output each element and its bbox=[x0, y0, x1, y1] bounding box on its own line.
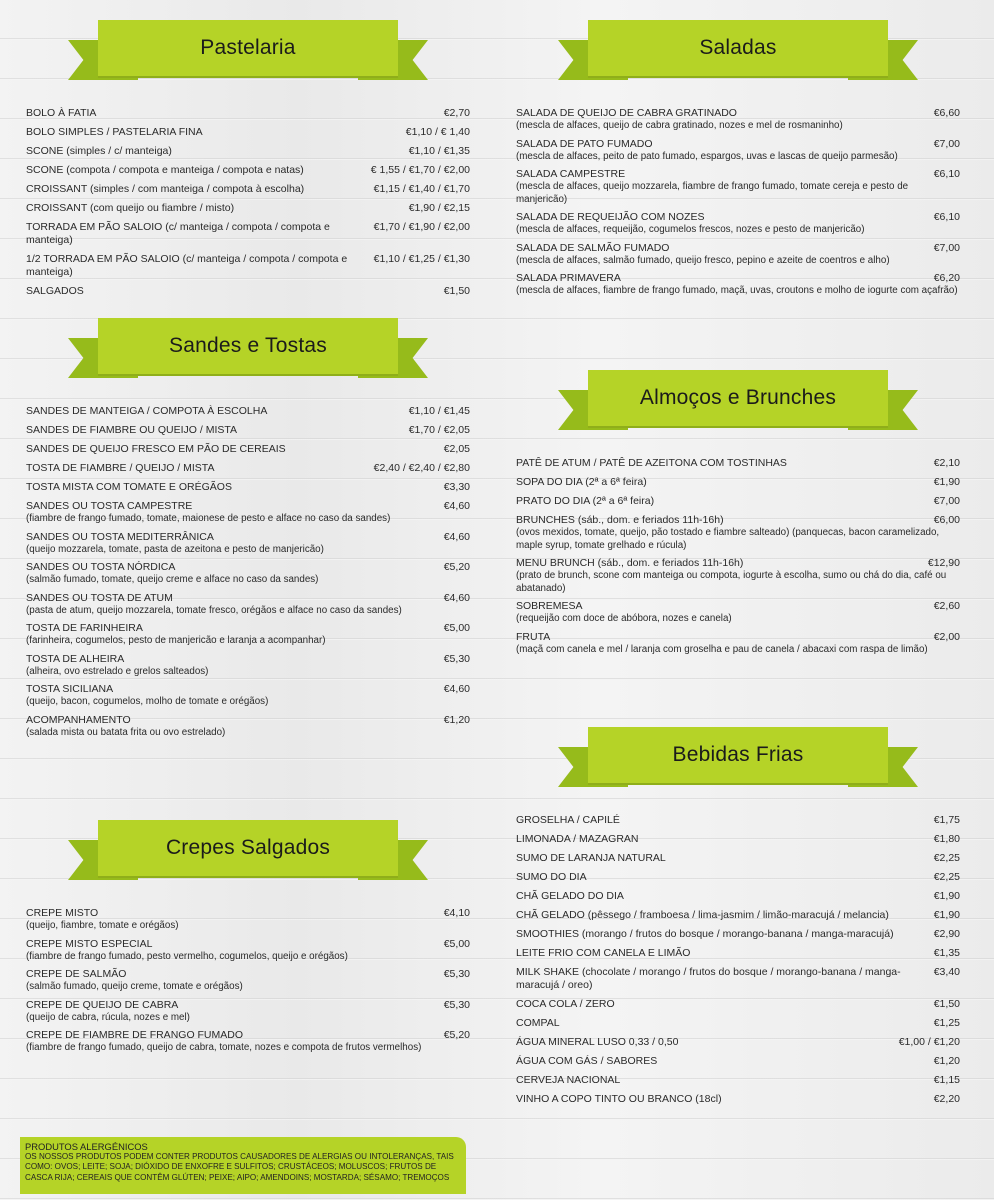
item-name: LEITE FRIO COM CANELA E LIMÃO bbox=[516, 947, 691, 959]
item-description: (maçã com canela e mel / laranja com groselha e pau de canela / abacaxi com raspa de limão) bbox=[516, 643, 928, 655]
menu-item bbox=[22, 996, 474, 1027]
item-price: €2,70 bbox=[443, 107, 470, 119]
item-name: SALADA CAMPESTRE bbox=[516, 168, 626, 180]
item-name: CROISSANT (simples / com manteiga / compota à escolha) bbox=[26, 183, 305, 195]
ribbon-band bbox=[588, 20, 888, 76]
item-price: €2,25 bbox=[933, 852, 960, 864]
item-name: SUMO DE LARANJA NATURAL bbox=[516, 852, 666, 864]
menu-item bbox=[22, 180, 474, 199]
item-name: VINHO A COPO TINTO OU BRANCO (18cl) bbox=[516, 1093, 722, 1105]
item-price: €1,25 bbox=[933, 1017, 960, 1029]
menu-item bbox=[512, 1014, 964, 1033]
menu-item bbox=[22, 440, 474, 459]
item-price: €5,00 bbox=[443, 622, 470, 634]
item-price: €5,20 bbox=[443, 561, 470, 573]
item-name: GROSELHA / CAPILÉ bbox=[516, 814, 620, 826]
item-description: (queijo mozzarela, tomate, pasta de azeitona e pesto de manjericão) bbox=[26, 543, 324, 555]
item-name: PRATO DO DIA (2ª a 6ª feira) bbox=[516, 495, 655, 507]
menu-item bbox=[22, 965, 474, 996]
menu-item bbox=[512, 925, 964, 944]
menu-item bbox=[22, 711, 474, 742]
menu-item bbox=[512, 628, 964, 659]
item-price: €2,00 bbox=[933, 630, 960, 643]
item-name: CHÃ GELADO (pêssego / framboesa / lima-jasmim / limão-maracujá / melancia) bbox=[516, 909, 889, 921]
item-name: BOLO SIMPLES / PASTELARIA FINA bbox=[26, 126, 203, 138]
menu-item bbox=[22, 478, 474, 497]
section-title: Sandes e Tostas bbox=[169, 334, 327, 357]
section-saladas bbox=[512, 20, 964, 300]
item-price: €2,40 / €2,40 / €2,80 bbox=[373, 462, 470, 474]
menu-item bbox=[22, 421, 474, 440]
item-price: €6,20 bbox=[933, 272, 960, 284]
item-name: SUMO DO DIA bbox=[516, 871, 587, 883]
item-name: COCA COLA / ZERO bbox=[516, 998, 615, 1010]
item-price: €2,10 bbox=[933, 457, 960, 469]
menu-item bbox=[22, 402, 474, 421]
allergen-text: OS NOSSOS PRODUTOS PODEM CONTER PRODUTOS CAUSADORES DE ALERGIAS OU INTOLERANÇAS, TAIS COMO: OVOS; LEITE; SOJA; DIÓXIDO DE ENXOFRE E SULFITOS; CRUSTÁCEOS; MOLUSCOS; FRUTOS DE CASCA RIJA; CEREAIS QUE CONTÊM GLÚTEN; PEIXE; AIPO; AMENDOINS; MOSTARDA; SÉSAMO; TREMOÇOS bbox=[25, 1152, 454, 1182]
menu-item bbox=[512, 165, 964, 208]
item-price: €6,60 bbox=[933, 107, 960, 119]
item-name: SANDES OU TOSTA NÓRDICA bbox=[26, 561, 176, 573]
ribbon-band bbox=[98, 318, 398, 374]
menu-item bbox=[512, 830, 964, 849]
item-description: (salmão fumado, queijo creme, tomate e orégãos) bbox=[26, 981, 243, 992]
menu-item bbox=[512, 906, 964, 925]
menu-item bbox=[22, 680, 474, 711]
menu-item bbox=[512, 104, 964, 135]
item-name: TOSTA DE FARINHEIRA bbox=[26, 622, 143, 634]
item-price: €2,90 bbox=[933, 928, 960, 940]
menu-item bbox=[22, 589, 474, 620]
section-sandes bbox=[22, 318, 474, 741]
item-name: TOSTA DE ALHEIRA bbox=[26, 652, 125, 665]
item-price: €1,90 bbox=[933, 890, 960, 902]
menu-item bbox=[512, 473, 964, 492]
item-name: SANDES DE QUEIJO FRESCO EM PÃO DE CEREAIS bbox=[26, 443, 286, 455]
item-price: €5,00 bbox=[443, 937, 470, 950]
item-price: €5,30 bbox=[443, 998, 470, 1011]
menu-item bbox=[512, 1090, 964, 1109]
item-price: €1,10 / € 1,40 bbox=[405, 126, 470, 138]
section-bebidas bbox=[512, 727, 964, 1109]
section-title: Pastelaria bbox=[200, 36, 296, 59]
menu-item bbox=[512, 1071, 964, 1090]
item-name: SANDES DE FIAMBRE OU QUEIJO / MISTA bbox=[26, 424, 237, 436]
item-name: CREPE DE SALMÃO bbox=[26, 968, 127, 980]
item-name: SANDES DE MANTEIGA / COMPOTA À ESCOLHA bbox=[26, 405, 268, 417]
item-name: CREPE MISTO bbox=[26, 907, 99, 919]
saladas-list bbox=[512, 104, 964, 300]
menu-item bbox=[22, 123, 474, 142]
item-price: €3,40 bbox=[933, 966, 960, 978]
item-price: €1,20 bbox=[443, 713, 470, 726]
item-name: SCONE (compota / compota e manteiga / compota e natas) bbox=[26, 164, 304, 176]
item-name: BRUNCHES (sáb., dom. e feriados 11h-16h) bbox=[516, 514, 724, 526]
item-description: (requeijão com doce de abóbora, nozes e canela) bbox=[516, 613, 732, 624]
item-description: (mescla de alfaces, fiambre de frango fumado, maçã, uvas, croutons e molho de iogurte com açafrão) bbox=[516, 285, 958, 296]
menu-item bbox=[512, 868, 964, 887]
menu-item bbox=[22, 104, 474, 123]
item-price: €1,90 bbox=[933, 476, 960, 488]
item-description: (queijo de cabra, rúcula, nozes e mel) bbox=[26, 1011, 190, 1023]
section-title: Saladas bbox=[699, 36, 777, 59]
item-description: (queijo, bacon, cogumelos, molho de tomate e orégãos) bbox=[26, 696, 269, 707]
menu-item bbox=[22, 904, 474, 935]
item-price: €12,90 bbox=[927, 557, 960, 569]
item-price: € 1,55 / €1,70 / €2,00 bbox=[370, 164, 470, 176]
item-name: LIMONADA / MAZAGRAN bbox=[516, 833, 639, 845]
item-name: TOSTA DE FIAMBRE / QUEIJO / MISTA bbox=[26, 462, 215, 474]
item-price: €4,10 bbox=[443, 907, 470, 919]
item-description: (fiambre de frango fumado, pesto vermelho, cogumelos, queijo e orégãos) bbox=[26, 950, 348, 962]
section-almocos bbox=[512, 370, 964, 658]
item-price: €4,60 bbox=[443, 530, 470, 543]
item-description: (salmão fumado, tomate, queijo creme e alface no caso da sandes) bbox=[26, 574, 319, 585]
item-name: CROISSANT (com queijo ou fiambre / misto) bbox=[26, 202, 235, 214]
menu-item bbox=[512, 849, 964, 868]
item-name: 1/2 TORRADA EM PÃO SALOIO (c/ manteiga / compota / compota e manteiga) bbox=[26, 253, 348, 278]
menu-item bbox=[22, 282, 474, 301]
item-description: (fiambre de frango fumado, queijo de cabra, tomate, nozes e compota de frutos vermelhos) bbox=[26, 1042, 422, 1053]
bebidas-list bbox=[512, 811, 964, 1109]
menu-item bbox=[512, 492, 964, 511]
almocos-list bbox=[512, 454, 964, 658]
item-name: CREPE DE FIAMBRE DE FRANGO FUMADO bbox=[26, 1029, 244, 1041]
menu-item bbox=[22, 935, 474, 966]
menu-item bbox=[512, 1052, 964, 1071]
item-name: SANDES OU TOSTA MEDITERRÂNICA bbox=[26, 530, 214, 543]
item-name: SOBREMESA bbox=[516, 600, 583, 612]
item-name: ÁGUA COM GÁS / SABORES bbox=[516, 1055, 658, 1067]
sandes-list bbox=[22, 402, 474, 741]
menu-item bbox=[22, 528, 474, 559]
item-price: €1,90 bbox=[933, 909, 960, 921]
item-description: (farinheira, cogumelos, pesto de manjericão e laranja a acompanhar) bbox=[26, 635, 326, 646]
item-price: €7,00 bbox=[933, 137, 960, 150]
item-name: SANDES OU TOSTA CAMPESTRE bbox=[26, 500, 193, 512]
item-name: SANDES OU TOSTA DE ATUM bbox=[26, 591, 173, 604]
item-price: €1,15 / €1,40 / €1,70 bbox=[373, 183, 470, 195]
item-name: PATÊ DE ATUM / PATÊ DE AZEITONA COM TOSTINHAS bbox=[516, 457, 787, 469]
ribbon-band bbox=[98, 20, 398, 76]
item-price: €1,75 bbox=[933, 814, 960, 826]
menu-item bbox=[512, 554, 964, 597]
item-price: €2,25 bbox=[933, 871, 960, 883]
section-pastelaria bbox=[22, 20, 474, 301]
item-price: €4,60 bbox=[443, 683, 470, 695]
item-price: €1,70 / €2,05 bbox=[408, 424, 470, 436]
item-price: €2,05 bbox=[443, 443, 470, 455]
menu-item bbox=[22, 558, 474, 589]
item-description: (ovos mexidos, tomate, queijo, pão tostado e fiambre salteado) (panquecas, bacon caramelizado, maple syrup, tomate grelhado e rúcula) bbox=[516, 527, 940, 551]
item-name: TOSTA MISTA COM TOMATE E ORÉGÃOS bbox=[26, 481, 232, 493]
item-name: SALADA DE SALMÃO FUMADO bbox=[516, 241, 670, 254]
item-price: €5,20 bbox=[443, 1029, 470, 1041]
item-price: €1,80 bbox=[933, 833, 960, 845]
item-description: (mescla de alfaces, requeijão, cogumelos frescos, nozes e pesto de manjericão) bbox=[516, 224, 865, 235]
item-name: SALADA DE REQUEIJÃO COM NOZES bbox=[516, 211, 705, 223]
menu-item bbox=[22, 1026, 474, 1057]
item-price: €1,70 / €1,90 / €2,00 bbox=[373, 221, 470, 233]
menu-item bbox=[512, 511, 964, 554]
item-name: MILK SHAKE (chocolate / morango / frutos do bosque / morango-banana / manga-maracujá / oreo) bbox=[516, 966, 901, 991]
item-price: €5,30 bbox=[443, 968, 470, 980]
menu-item bbox=[512, 887, 964, 906]
item-price: €1,50 bbox=[933, 998, 960, 1010]
item-name: SCONE (simples / c/ manteiga) bbox=[26, 145, 172, 157]
menu-item bbox=[22, 459, 474, 478]
item-price: €7,00 bbox=[933, 241, 960, 254]
pastelaria-ribbon bbox=[98, 20, 398, 86]
item-name: FRUTA bbox=[516, 630, 551, 643]
item-name: MENU BRUNCH (sáb., dom. e feriados 11h-16h) bbox=[516, 557, 744, 569]
menu-item bbox=[512, 995, 964, 1014]
item-name: CREPE DE QUEIJO DE CABRA bbox=[26, 998, 179, 1011]
menu-item bbox=[22, 218, 474, 250]
menu-item bbox=[512, 597, 964, 628]
item-name: SALGADOS bbox=[26, 285, 84, 297]
item-name: BOLO À FATIA bbox=[26, 107, 97, 119]
item-name: TOSTA SICILIANA bbox=[26, 683, 114, 695]
section-crepes bbox=[22, 820, 474, 1057]
ribbon-band bbox=[588, 727, 888, 783]
almocos-ribbon bbox=[588, 370, 888, 436]
item-name: SMOOTHIES (morango / frutos do bosque / morango-banana / manga-maracujá) bbox=[516, 928, 894, 940]
item-description: (mescla de alfaces, queijo de cabra gratinado, nozes e mel de rosmaninho) bbox=[516, 120, 843, 131]
item-price: €4,60 bbox=[443, 500, 470, 512]
menu-item bbox=[22, 199, 474, 218]
item-price: €6,00 bbox=[933, 514, 960, 526]
item-description: (mescla de alfaces, peito de pato fumado, espargos, uvas e lascas de queijo parmesão) bbox=[516, 150, 898, 162]
item-price: €2,20 bbox=[933, 1093, 960, 1105]
item-name: ACOMPANHAMENTO bbox=[26, 713, 131, 726]
item-name: CHÃ GELADO DO DIA bbox=[516, 890, 624, 902]
item-name: SALADA DE PATO FUMADO bbox=[516, 137, 653, 150]
item-price: €7,00 bbox=[933, 495, 960, 507]
allergen-title: PRODUTOS ALERGÉNICOS bbox=[25, 1141, 148, 1152]
item-price: €1,10 / €1,25 / €1,30 bbox=[373, 253, 470, 265]
menu-item bbox=[22, 250, 474, 282]
item-name: SALADA DE QUEIJO DE CABRA GRATINADO bbox=[516, 107, 737, 119]
item-price: €1,10 / €1,35 bbox=[408, 145, 470, 157]
item-price: €1,35 bbox=[933, 947, 960, 959]
crepes-list bbox=[22, 904, 474, 1057]
saladas-ribbon bbox=[588, 20, 888, 86]
item-description: (prato de brunch, scone com manteiga ou compota, iogurte à escolha, sumo ou chá do dia, café ou abatanado) bbox=[516, 570, 947, 594]
item-price: €3,30 bbox=[443, 481, 470, 493]
allergen-notice bbox=[20, 1137, 466, 1194]
item-price: €1,50 bbox=[443, 285, 470, 297]
ribbon-band bbox=[588, 370, 888, 426]
item-description: (pasta de atum, queijo mozzarela, tomate fresco, orégãos e alface no caso da sandes) bbox=[26, 604, 402, 616]
item-price: €6,10 bbox=[933, 168, 960, 180]
item-price: €2,60 bbox=[933, 600, 960, 612]
section-title: Bebidas Frias bbox=[672, 743, 804, 766]
section-title: Almoços e Brunches bbox=[639, 386, 837, 409]
item-description: (queijo, fiambre, tomate e orégãos) bbox=[26, 920, 179, 931]
menu-item bbox=[512, 454, 964, 473]
item-price: €1,20 bbox=[933, 1055, 960, 1067]
menu-item bbox=[512, 944, 964, 963]
menu-item bbox=[512, 963, 964, 995]
item-description: (alheira, ovo estrelado e grelos salteados) bbox=[26, 665, 209, 677]
item-name: SOPA DO DIA (2ª a 6ª feira) bbox=[516, 476, 647, 488]
item-price: €1,90 / €2,15 bbox=[408, 202, 470, 214]
item-name: ÁGUA MINERAL LUSO 0,33 / 0,50 bbox=[516, 1036, 679, 1048]
item-description: (mescla de alfaces, queijo mozzarela, fiambre de frango fumado, tomate cereja e pesto de manjericão) bbox=[516, 181, 909, 205]
item-description: (salada mista ou batata frita ou ovo estrelado) bbox=[26, 726, 226, 738]
item-price: €4,60 bbox=[443, 591, 470, 604]
pastelaria-list bbox=[22, 104, 474, 301]
item-name: CREPE MISTO ESPECIAL bbox=[26, 937, 153, 950]
menu-item bbox=[22, 142, 474, 161]
menu-item bbox=[22, 619, 474, 650]
menu-item bbox=[22, 161, 474, 180]
item-price: €1,10 / €1,45 bbox=[408, 405, 470, 417]
menu-item bbox=[512, 269, 964, 300]
item-price: €1,15 bbox=[933, 1074, 960, 1086]
menu-item bbox=[512, 135, 964, 166]
item-description: (fiambre de frango fumado, tomate, maionese de pesto e alface no caso da sandes) bbox=[26, 513, 391, 524]
item-price: €6,10 bbox=[933, 211, 960, 223]
menu-item bbox=[512, 208, 964, 239]
bebidas-ribbon bbox=[588, 727, 888, 793]
item-price: €5,30 bbox=[443, 652, 470, 665]
item-name: SALADA PRIMAVERA bbox=[516, 272, 621, 284]
section-title: Crepes Salgados bbox=[165, 836, 331, 859]
menu-item bbox=[512, 811, 964, 830]
item-description: (mescla de alfaces, salmão fumado, queijo fresco, pepino e azeite de coentros e alho) bbox=[516, 254, 890, 266]
menu-item bbox=[22, 497, 474, 528]
sandes-ribbon bbox=[98, 318, 398, 384]
crepes-ribbon bbox=[98, 820, 398, 886]
ribbon-band bbox=[98, 820, 398, 876]
menu-item bbox=[512, 1033, 964, 1052]
item-name: TORRADA EM PÃO SALOIO (c/ manteiga / compota / compota e manteiga) bbox=[26, 221, 330, 246]
menu-item bbox=[22, 650, 474, 681]
item-price: €1,00 / €1,20 bbox=[898, 1036, 960, 1048]
item-name: COMPAL bbox=[516, 1017, 560, 1029]
menu-item bbox=[512, 239, 964, 270]
item-name: CERVEJA NACIONAL bbox=[516, 1074, 621, 1086]
